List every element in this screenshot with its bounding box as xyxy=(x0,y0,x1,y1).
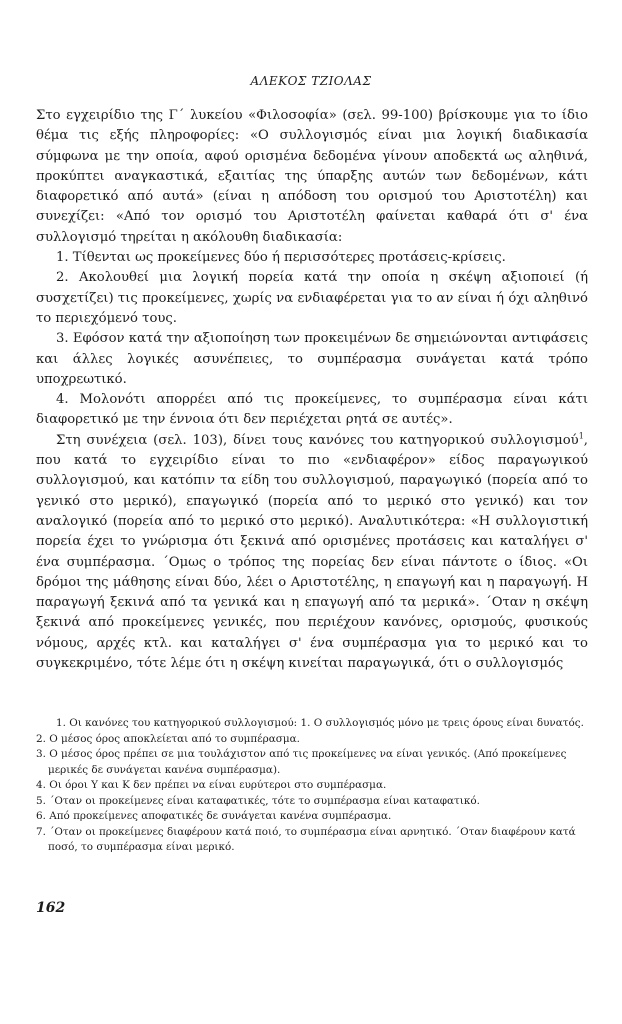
paragraph-rules-start: Στη συνέχεια (σελ. 103), δίνει τους κανόνες του κατηγορικού συλλογισμού xyxy=(56,432,579,448)
paragraph-item-3: 3. Εφόσον κατά την αξιοποίηση των προκειμένων δε σημειώνονται αντιφάσεις και άλλες λογικές ασυνέπειες, το συμπέρασμα συνάγεται κατά τρόπο υποχρεωτικό. xyxy=(36,331,588,387)
footnote-1: 1. Οι κανόνες του κατηγορικού συλλογισμού: 1. Ο συλλογισμός μόνο με τρεις όρους είναι δυνατός. xyxy=(56,717,584,729)
footnote-7: 7. ΄Οταν οι προκείμενες διαφέρουν κατά ποιό, το συμπέρασμα είναι αρνητικό. ΄Οταν διαφέρουν κατά ποσό, το συμπέρασμα είναι μερικό. xyxy=(36,825,576,853)
footnote-6: 6. Από προκείμενες αποφατικές δε συνάγεται κανένα συμπέρασμα. xyxy=(36,810,392,822)
paragraph-item-2: 2. Ακολουθεί μια λογική πορεία κατά την οποία η σκέψη αξιοποιεί (ή συσχετίζει) τις προκείμενες, χωρίς να ενδιαφέρεται για το αν είναι ή όχι αληθινό το περιεχόμενό τους. xyxy=(36,270,588,326)
paragraph-item-4: 4. Μολονότι απορρέει από τις προκείμενες, το συμπέρασμα είναι κάτι διαφορετικό με την έννοια ότι δεν περιέχεται ρητά σε αυτές». xyxy=(36,392,588,428)
running-header: ΑΛΕΚΟΣ ΤΖΙΟΛΑΣ xyxy=(250,74,372,88)
page-number: 162 xyxy=(36,900,66,916)
footnote-marker: 1 xyxy=(578,431,584,441)
paragraph-intro: Στο εγχειρίδιο της Γ΄ λυκείου «Φιλοσοφία» (σελ. 99-100) βρίσκουμε για το ίδιο θέμα τις εξής πληροφορίες: «Ο συλλογισμός είναι μια λογική διαδικασία σύμφωνα με την οποία, αφού ορισμένα δεδομένα γίνουν αποδεκτά ως αληθινά, προκύπτει αναγκαστικά, εξαιτίας της ύπαρξης αυτών των δεδομένων, κάτι διαφορετικό από αυτά» (είναι η απόδοση του ορισμού του Αριστοτέλη) και συνεχίζει: «Από τον ορισμό του Αριστοτέλη φαίνεται καθαρά ότι σ' ένα συλλογισμό τηρείται η ακόλουθη διαδικασία: xyxy=(36,108,588,245)
footnotes xyxy=(36,716,588,856)
paragraph-rules-rest: , που κατά το εγχειρίδιο είναι το πιο «ενδιαφέρον» είδος παραγωγικού συλλογισμού, και κατόπιν τα είδη του συλλογισμού, παραγωγικό (πορεία από το γενικό στο μερικό), επαγωγικό (πορεία από το μερικό στο γενικό) και τον αναλογικό (πορεία από το μερικό στο μερικό). Αναλυτικότερα: «Η συλλογιστική πορεία έχει το γνώρισμα ότι ξεκινά από ορισμένες προτάσεις και καταλήγει σ' ένα συμπέρασμα. ΄Ομως ο τρόπος της πορείας δεν είναι πάντοτε ο ίδιος. «Οι δρόμοι της μάθησης είναι δύο, λέει ο Αριστοτέλης, η επαγωγή και η παραγωγή. Η παραγωγή ξεκινά από τα γενικά και η επαγωγή από τα μερικά». ΄Οταν η σκέψη ξεκινά από προκείμενες γενικές, που περιέχουν κανόνες, ορισμούς, φυσικούς νόμους, αρχές κτλ. και καταλήγει σ' ένα συμπέρασμα για το μερικό και το συγκεκριμένο, τότε λέμε ότι η σκέψη κινείται παραγωγικά, ότι ο συλλογισμός xyxy=(36,432,588,672)
paragraph-rules xyxy=(36,431,588,675)
footnote-3: 3. Ο μέσος όρος πρέπει σε μια τουλάχιστον από τις προκείμενες να είναι γενικός. (Από προκείμενες μερικές δε συνάγεται κανένα συμπέρασμα). xyxy=(36,748,567,776)
paragraph-item-1: 1. Τίθενται ως προκείμενες δύο ή περισσότερες προτάσεις-κρίσεις. xyxy=(56,250,506,266)
footnote-5: 5. ΄Οταν οι προκείμενες είναι καταφατικές, τότε το συμπέρασμα είναι καταφατικό. xyxy=(36,794,480,807)
footnote-4: 4. Οι όροι Υ και Κ δεν πρέπει να είναι ευρύτεροι στο συμπέρασμα. xyxy=(36,779,387,791)
footnote-2: 2. Ο μέσος όρος αποκλείεται από το συμπέρασμα. xyxy=(36,732,300,745)
main-text xyxy=(36,106,588,674)
